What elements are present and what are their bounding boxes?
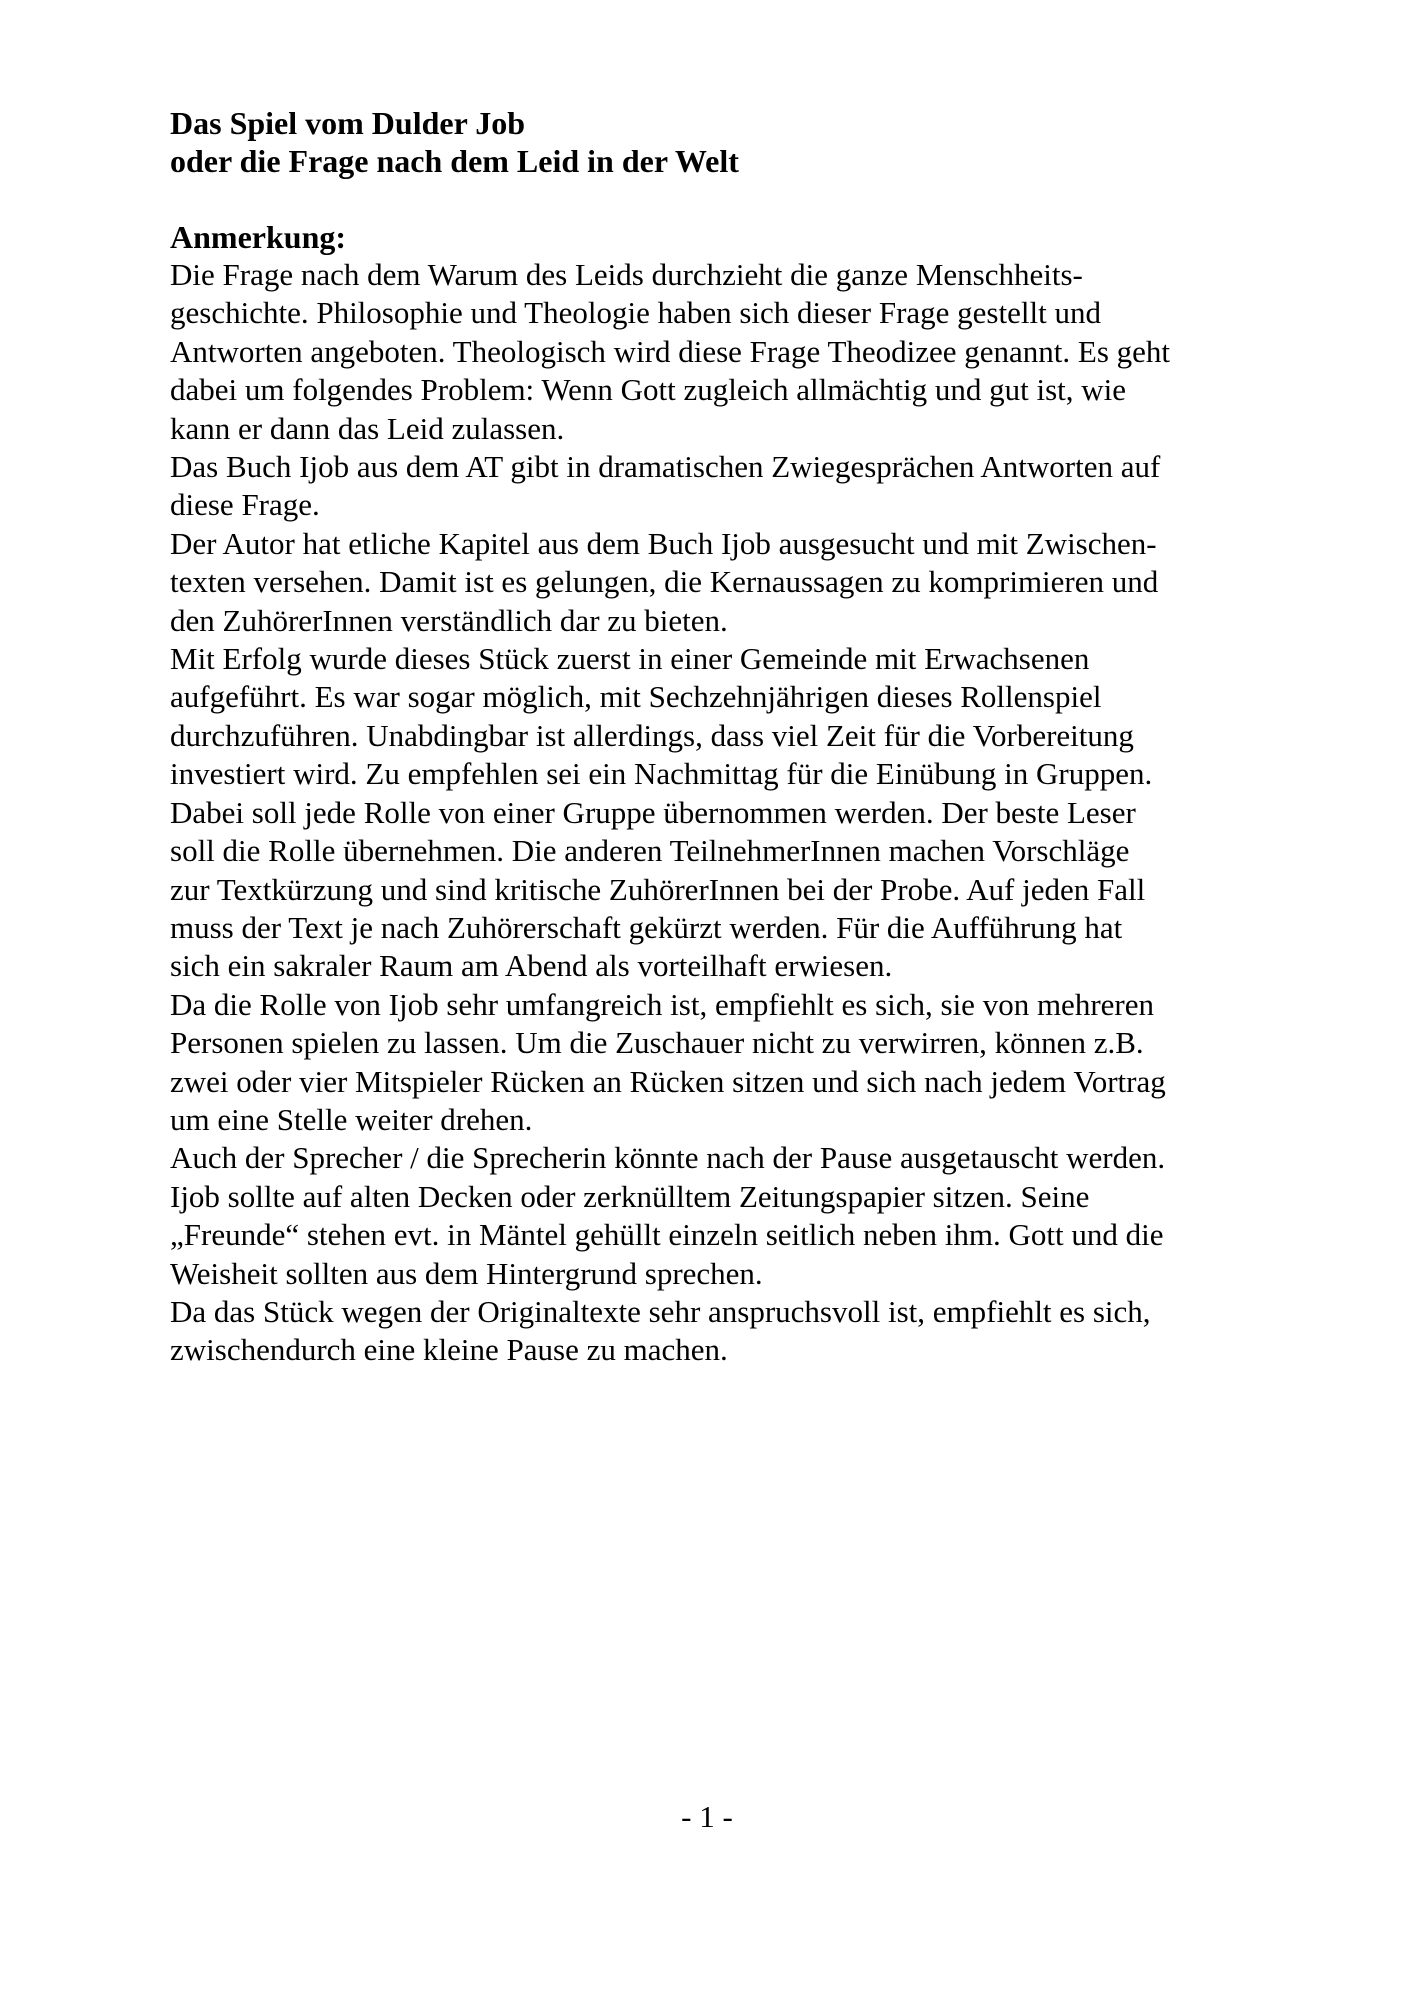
paragraph-3 xyxy=(170,525,1250,640)
paragraph-line: dabei um folgendes Problem: Wenn Gott zugleich allmächtig und gut ist, wie xyxy=(170,372,1127,408)
paragraph-line: Mit Erfolg wurde dieses Stück zuerst in einer Gemeinde mit Erwachsenen xyxy=(170,641,1090,677)
paragraph-4 xyxy=(170,640,1250,986)
paragraph-line: Das Buch Ijob aus dem AT gibt in dramatischen Zwiegesprächen Antworten auf xyxy=(170,449,1161,485)
paragraph-line: diese Frage. xyxy=(170,487,320,523)
paragraph-line: Auch der Sprecher / die Sprecherin könnte nach der Pause ausgetauscht werden. xyxy=(170,1140,1166,1176)
paragraph-line: Personen spielen zu lassen. Um die Zuschauer nicht zu verwirren, können z.B. xyxy=(170,1025,1144,1061)
paragraph-line: sich ein sakraler Raum am Abend als vorteilhaft erwiesen. xyxy=(170,948,893,984)
title-line-2: oder die Frage nach dem Leid in der Welt xyxy=(170,143,739,179)
title-line-1: Das Spiel vom Dulder Job xyxy=(170,105,526,141)
paragraph-7 xyxy=(170,1293,1250,1370)
page-number: - 1 - xyxy=(681,1799,733,1834)
section-heading-anmerkung: Anmerkung: xyxy=(170,219,347,255)
paragraph-1 xyxy=(170,256,1250,448)
paragraph-line: den ZuhörerInnen verständlich dar zu bieten. xyxy=(170,602,728,638)
paragraph-line: um eine Stelle weiter drehen. xyxy=(170,1101,533,1137)
paragraph-line: Die Frage nach dem Warum des Leids durchzieht die ganze Menschheits- xyxy=(170,257,1083,292)
paragraph-5 xyxy=(170,986,1250,1140)
paragraph-line: Weisheit sollten aus dem Hintergrund sprechen. xyxy=(170,1255,763,1291)
paragraph-line: Ijob sollte auf alten Decken oder zerknülltem Zeitungspapier sitzen. Seine xyxy=(170,1178,1090,1214)
paragraph-line: texten versehen. Damit ist es gelungen, die Kernaussagen zu komprimieren und xyxy=(170,564,1159,600)
paragraph-line: soll die Rolle übernehmen. Die anderen TeilnehmerInnen machen Vorschläge xyxy=(170,833,1130,869)
paragraph-line: durchzuführen. Unabdingbar ist allerdings, dass viel Zeit für die Vorbereitung xyxy=(170,717,1134,753)
paragraph-line: Der Autor hat etliche Kapitel aus dem Buch Ijob ausgesucht und mit Zwischen- xyxy=(170,525,1157,561)
paragraph-line: zwei oder vier Mitspieler Rücken an Rücken sitzen und sich nach jedem Vortrag xyxy=(170,1063,1166,1099)
paragraph-line: geschichte. Philosophie und Theologie haben sich dieser Frage gestellt und xyxy=(170,295,1101,331)
paragraph-line: Antworten angeboten. Theologisch wird diese Frage Theodizee genannt. Es geht xyxy=(170,333,1171,369)
paragraph-line: Dabei soll jede Rolle von einer Gruppe übernommen werden. Der beste Leser xyxy=(170,794,1136,830)
paragraph-line: kann er dann das Leid zulassen. xyxy=(170,410,565,446)
paragraph-2 xyxy=(170,448,1250,525)
paragraph-line: investiert wird. Zu empfehlen sei ein Nachmittag für die Einübung in Gruppen. xyxy=(170,756,1153,792)
paragraph-line: Da das Stück wegen der Originaltexte sehr anspruchsvoll ist, empfiehlt es sich, xyxy=(170,1293,1151,1329)
paragraph-line: zur Textkürzung und sind kritische ZuhörerInnen bei der Probe. Auf jeden Fall xyxy=(170,871,1146,907)
paragraph-line: Da die Rolle von Ijob sehr umfangreich ist, empfiehlt es sich, sie von mehreren xyxy=(170,986,1154,1022)
paragraph-line: muss der Text je nach Zuhörerschaft gekürzt werden. Für die Aufführung hat xyxy=(170,909,1123,945)
paragraph-6 xyxy=(170,1139,1250,1293)
paragraph-line: zwischendurch eine kleine Pause zu machen. xyxy=(170,1332,728,1368)
document-title xyxy=(170,104,1250,180)
paragraph-line: aufgeführt. Es war sogar möglich, mit Sechzehnjährigen dieses Rollenspiel xyxy=(170,679,1102,715)
paragraph-line: „Freunde“ stehen evt. in Mäntel gehüllt einzeln seitlich neben ihm. Gott und die xyxy=(170,1217,1164,1253)
page-content xyxy=(170,104,1250,1370)
